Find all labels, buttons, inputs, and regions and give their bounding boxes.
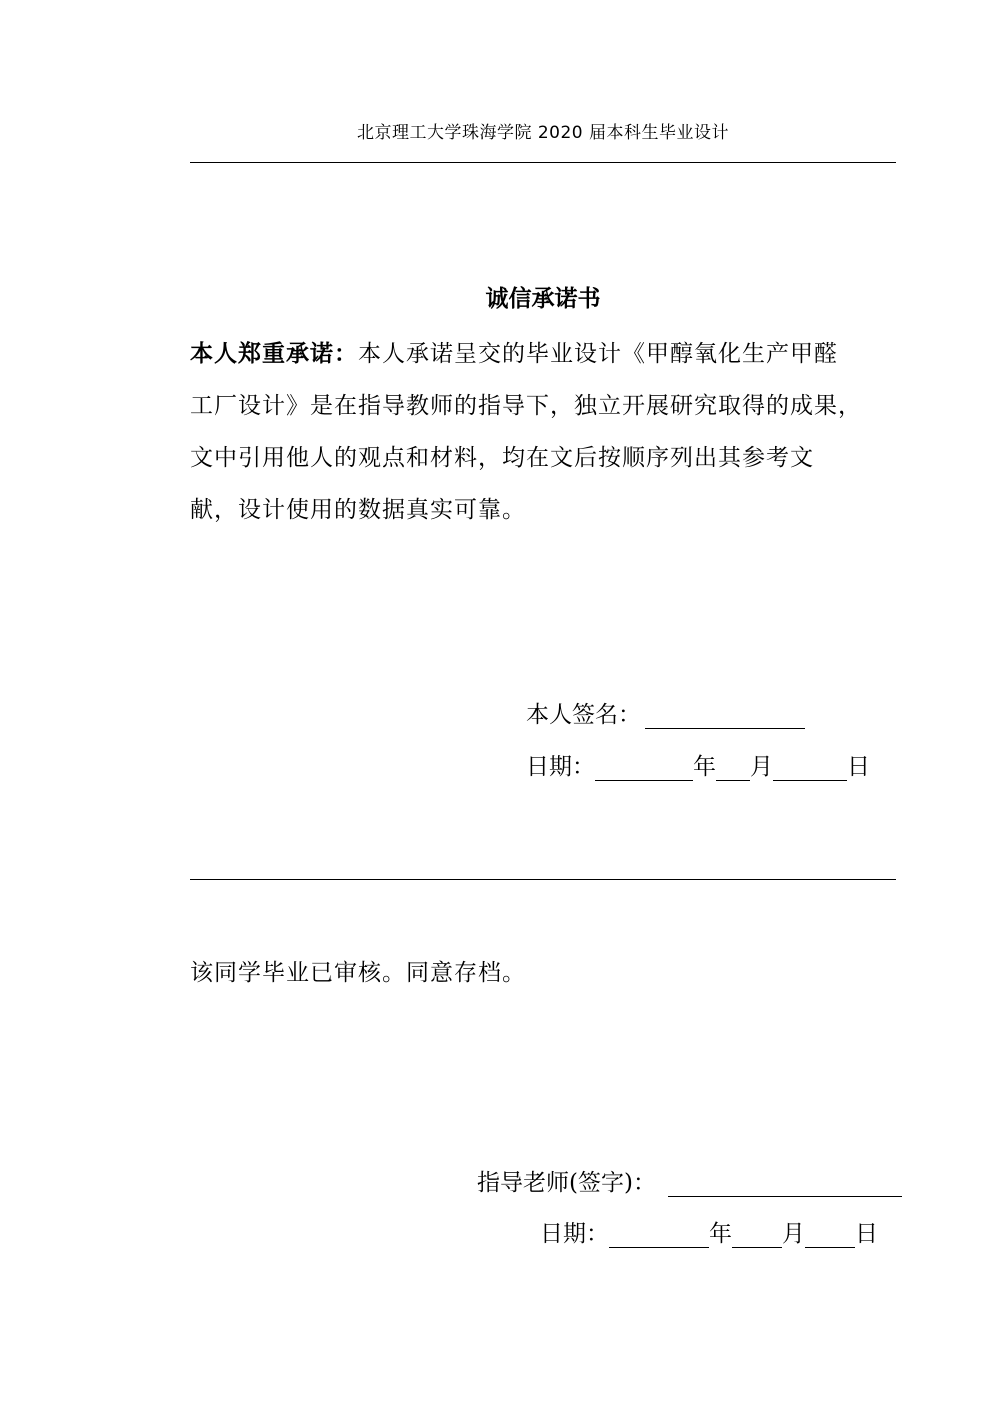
- year-label: 年: [693, 754, 716, 780]
- approval-text: 该同学毕业已审核。同意存档。: [190, 960, 526, 986]
- month-label: 月: [750, 754, 773, 780]
- pledge-paragraph: [190, 328, 870, 536]
- student-signature-field[interactable]: [645, 702, 805, 729]
- advisor-day-field[interactable]: [805, 1221, 855, 1248]
- advisor-label: 指导老师(签字)：: [477, 1170, 656, 1196]
- student-signature-row: [526, 696, 805, 729]
- advisor-date-row: [540, 1215, 878, 1248]
- advisor-signature-row: [477, 1164, 902, 1197]
- student-day-field[interactable]: [773, 754, 847, 781]
- pledge-line-1: [190, 328, 870, 380]
- student-month-field[interactable]: [716, 754, 750, 781]
- section-divider: [190, 879, 896, 880]
- advisor-year-field[interactable]: [609, 1221, 709, 1248]
- advisor-year-label: 年: [709, 1221, 732, 1247]
- signature-label: 本人签名：: [526, 702, 641, 728]
- student-date-row: [526, 748, 870, 781]
- pledge-title: 诚信承诺书: [485, 285, 601, 312]
- pledge-lead: 本人郑重承诺：: [190, 340, 358, 367]
- advisor-month-label: 月: [782, 1221, 805, 1247]
- day-label: 日: [847, 754, 870, 780]
- pledge-body-line: 工厂设计》是在指导教师的指导下，独立开展研究取得的成果，: [190, 393, 862, 419]
- pledge-body-line: 献，设计使用的数据真实可靠。: [190, 497, 526, 523]
- pledge-body-line: 本人承诺呈交的毕业设计《甲醇氧化生产甲醛: [358, 341, 838, 367]
- advisor-month-field[interactable]: [732, 1221, 782, 1248]
- advisor-day-label: 日: [855, 1221, 878, 1247]
- advisor-date-label: 日期：: [540, 1221, 609, 1247]
- header-rule: [190, 162, 896, 163]
- date-label: 日期：: [526, 754, 595, 780]
- student-year-field[interactable]: [595, 754, 693, 781]
- advisor-signature-field[interactable]: [668, 1170, 902, 1197]
- page-header: 北京理工大学珠海学院 2020 届本科生毕业设计: [356, 123, 730, 143]
- pledge-body-line: 文中引用他人的观点和材料，均在文后按顺序列出其参考文: [190, 445, 814, 471]
